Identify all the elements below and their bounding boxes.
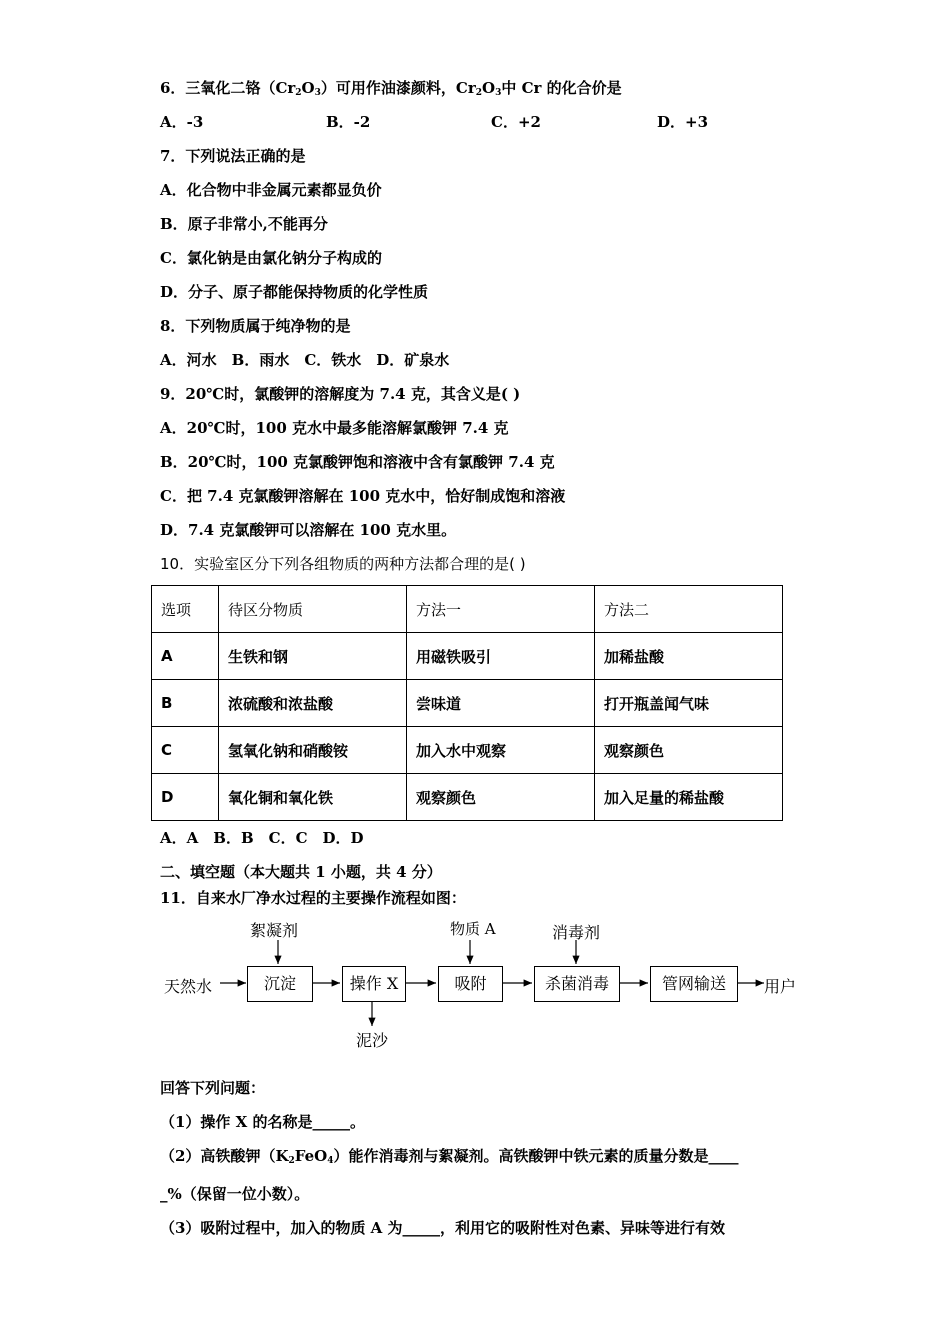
table-row: [152, 727, 783, 774]
q11-answer-prompt: 回答下列问题：: [160, 1079, 266, 1097]
table-row: [152, 680, 783, 727]
section-heading: 二、填空题（本大题共 1 小题，共 4 分）: [160, 863, 442, 881]
q9-stem: 9．20℃时，氯酸钾的溶解度为 7.4 克，其含义是( ): [160, 385, 521, 403]
table-header-cell: 待区分物质: [219, 586, 407, 633]
q9-option-b: B．20℃时，100 克氯酸钾饱和溶液中含有氯酸钾 7.4 克: [160, 453, 555, 471]
table-cell: 尝味道: [407, 680, 595, 727]
flow-additive-substance-a: 物质 A: [450, 920, 496, 938]
table-cell: 氢氧化钠和硝酸铵: [219, 727, 407, 774]
table-cell: 加稀盐酸: [595, 633, 783, 680]
flow-output-label: 用户: [764, 977, 797, 996]
flow-step-disinfection: 杀菌消毒: [534, 966, 620, 1002]
q9-option-a: A．20℃时，100 克水中最多能溶解氯酸钾 7.4 克: [160, 419, 509, 437]
table-cell: C: [152, 727, 219, 774]
q6-option-b: B．-2: [326, 113, 371, 131]
q9-option-d: D．7.4 克氯酸钾可以溶解在 100 克水里。: [160, 521, 457, 539]
table-row: [152, 633, 783, 680]
flow-waste-label: 泥沙: [356, 1031, 389, 1050]
q9-option-c: C．把 7.4 克氯酸钾溶解在 100 克水中，恰好制成饱和溶液: [160, 487, 566, 505]
q7-option-d: D．分子、原子都能保持物质的化学性质: [160, 283, 429, 301]
table-cell: 生铁和钢: [219, 633, 407, 680]
process-flow-diagram: [160, 912, 810, 1062]
table-header-cell: 方法一: [407, 586, 595, 633]
table-cell: 加入足量的稀盐酸: [595, 774, 783, 821]
q11-part-2-continued: _%（保留一位小数）。: [160, 1185, 310, 1203]
table-row: [152, 774, 783, 821]
q6-option-d: D．+3: [657, 113, 709, 131]
q10-stem: 10．实验室区分下列各组物质的两种方法都合理的是( ): [160, 555, 526, 573]
q7-option-a: A．化合物中非金属元素都显负价: [160, 181, 382, 199]
table-cell: 观察颜色: [407, 774, 595, 821]
flow-additive-flocculant: 絮凝剂: [250, 921, 299, 940]
q11-part-1: （1）操作 X 的名称是_____。: [160, 1113, 366, 1131]
table-header-cell: 方法二: [595, 586, 783, 633]
table-cell: 用磁铁吸引: [407, 633, 595, 680]
q7-stem: 7．下列说法正确的是: [160, 147, 306, 165]
flow-step-pipeline: 管网输送: [650, 966, 738, 1002]
q8-stem: 8．下列物质属于纯净物的是: [160, 317, 351, 335]
table-cell: D: [152, 774, 219, 821]
flow-step-sedimentation: 沉淀: [247, 966, 313, 1002]
q7-option-b: B．原子非常小,不能再分: [160, 215, 328, 233]
table-header-row: [152, 586, 783, 633]
table-header-cell: 选项: [152, 586, 219, 633]
table-cell: 打开瓶盖闻气味: [595, 680, 783, 727]
q6-option-a: A．-3: [160, 113, 204, 131]
flow-step-adsorption: 吸附: [438, 966, 503, 1002]
q11-stem: 11．自来水厂净水过程的主要操作流程如图：: [160, 889, 466, 907]
table-cell: A: [152, 633, 219, 680]
q6-option-c: C．+2: [491, 113, 541, 131]
flow-input-label: 天然水: [164, 977, 213, 996]
q6-stem: 6．三氧化二铬$(Cr_2O_3)$可用作油漆颜料，$Cr_2O_3$中 Cr 的化合价是: [160, 79, 622, 98]
q8-options: A．河水 B．雨水 C．铁水 D．矿泉水: [160, 351, 450, 369]
q7-option-c: C．氯化钠是由氯化钠分子构成的: [160, 249, 382, 267]
table-cell: 氧化铜和氧化铁: [219, 774, 407, 821]
table-cell: 观察颜色: [595, 727, 783, 774]
table-cell: B: [152, 680, 219, 727]
q11-part-3: （3）吸附过程中，加入的物质 A 为_____，利用它的吸附性对色素、异味等进行有效: [160, 1219, 726, 1237]
q10-options: A．A B．B C．C D．D: [160, 829, 364, 847]
table-cell: 浓硫酸和浓盐酸: [219, 680, 407, 727]
flow-step-operation-x: 操作 X: [342, 966, 406, 1002]
q10-table: [151, 585, 783, 821]
flow-additive-disinfectant: 消毒剂: [552, 923, 601, 942]
table-cell: 加入水中观察: [407, 727, 595, 774]
q11-part-2: （2）高铁酸钾$(K_2FeO_4)$能作消毒剂与絮凝剂。高铁酸钾中铁元素的质量分数是____: [160, 1147, 739, 1166]
